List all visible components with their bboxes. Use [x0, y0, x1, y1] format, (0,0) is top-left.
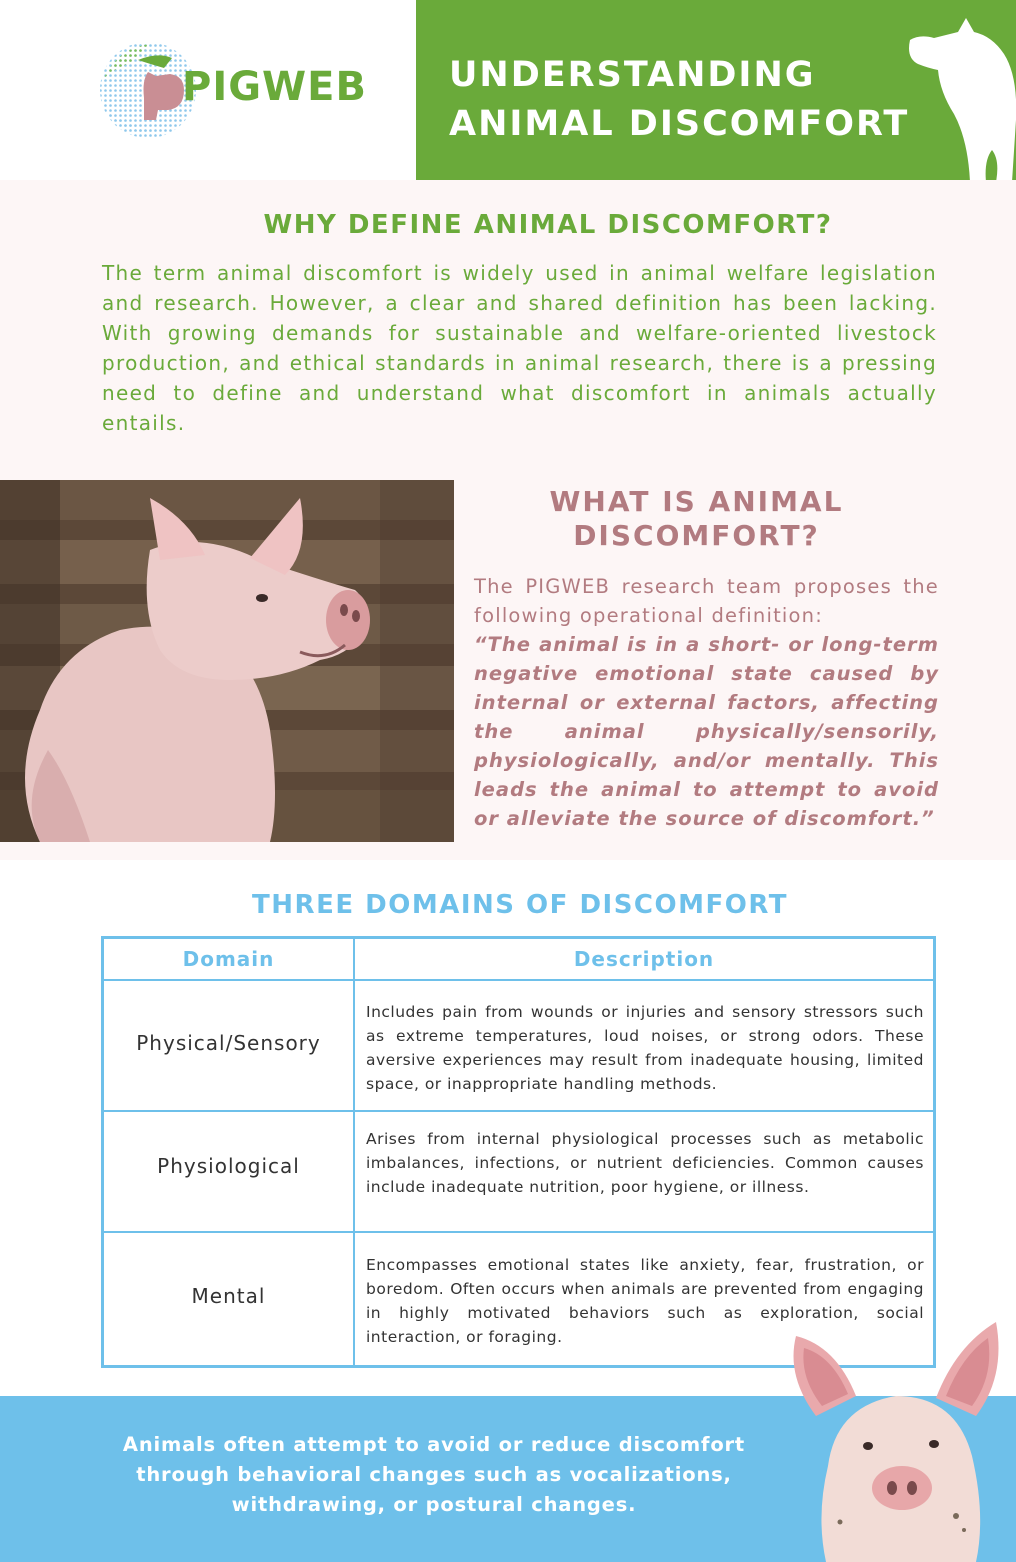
- pigweb-logo: [98, 38, 398, 142]
- pig-photo: [0, 480, 454, 842]
- why-body: The term animal discomfort is widely used in animal welfare legislation and research. However, a clear and shared definition has been lacking. With growing demands for sustainable and welfare-oriented livestock production, and ethical standards in animal research, there is a pressing need to define and understand what discomfort in animals actually entails.: [102, 261, 937, 435]
- pig-silhouette-icon: [900, 10, 1016, 180]
- table-row-description: Includes pain from wounds or injuries and sensory stressors such as extreme temperatures, loud noises, or strong odors. These aversive experiences may result from inadequate housing, limited space, or inappropriate handling methods.: [366, 1003, 924, 1093]
- table-row-domain: Mental: [191, 1284, 266, 1308]
- title-line-1: UNDERSTANDING: [449, 55, 816, 95]
- row-divider: [104, 1110, 933, 1112]
- title-line-2: ANIMAL DISCOMFORT: [449, 104, 910, 144]
- what-intro: The PIGWEB research team proposes the following operational definition:: [474, 575, 939, 627]
- definition-quote: “The animal is in a short- or long-term negative emotional state caused by internal or external factors, affecting the animal physically/sensorily, physiologically, and/or mentally. This leads the animal to attempt to avoid or alleviate the source of discomfort.”: [474, 633, 939, 830]
- column-header-description: Description: [573, 947, 715, 971]
- pig-corner-photo: [776, 1316, 1016, 1562]
- table-row-description: Arises from internal physiological processes such as metabolic imbalances, infections, or nutrient deficiencies. Common causes include inadequate nutrition, poor hygiene, or illness.: [366, 1130, 924, 1196]
- column-header-domain: Domain: [182, 947, 275, 971]
- what-heading: [474, 485, 919, 553]
- row-divider: [104, 1231, 933, 1233]
- logo-text: PIGWEB: [182, 64, 367, 110]
- table-row-domain: Physiological: [157, 1154, 300, 1178]
- column-divider: [353, 939, 355, 1365]
- table-row-domain: Physical/Sensory: [136, 1031, 321, 1055]
- why-heading: WHY DEFINE ANIMAL DISCOMFORT?: [263, 210, 833, 240]
- what-heading-line-1: WHAT IS ANIMAL: [549, 485, 844, 518]
- domains-heading: THREE DOMAINS OF DISCOMFORT: [252, 890, 788, 920]
- domains-table: [101, 936, 936, 1368]
- what-heading-line-2: DISCOMFORT?: [573, 519, 820, 552]
- title-banner: [416, 0, 1016, 180]
- header: [0, 0, 1016, 180]
- table-row-description: Encompasses emotional states like anxiety, fear, frustration, or boredom. Often occurs when animals are prevented from engaging in highly motivated behaviors such as exploration, social interaction, or foraging.: [366, 1256, 924, 1346]
- footer-text: Animals often attempt to avoid or reduce discomfort through behavioral changes such as vocalizations, withdrawing, or postural changes.: [122, 1433, 746, 1516]
- row-divider: [104, 979, 933, 981]
